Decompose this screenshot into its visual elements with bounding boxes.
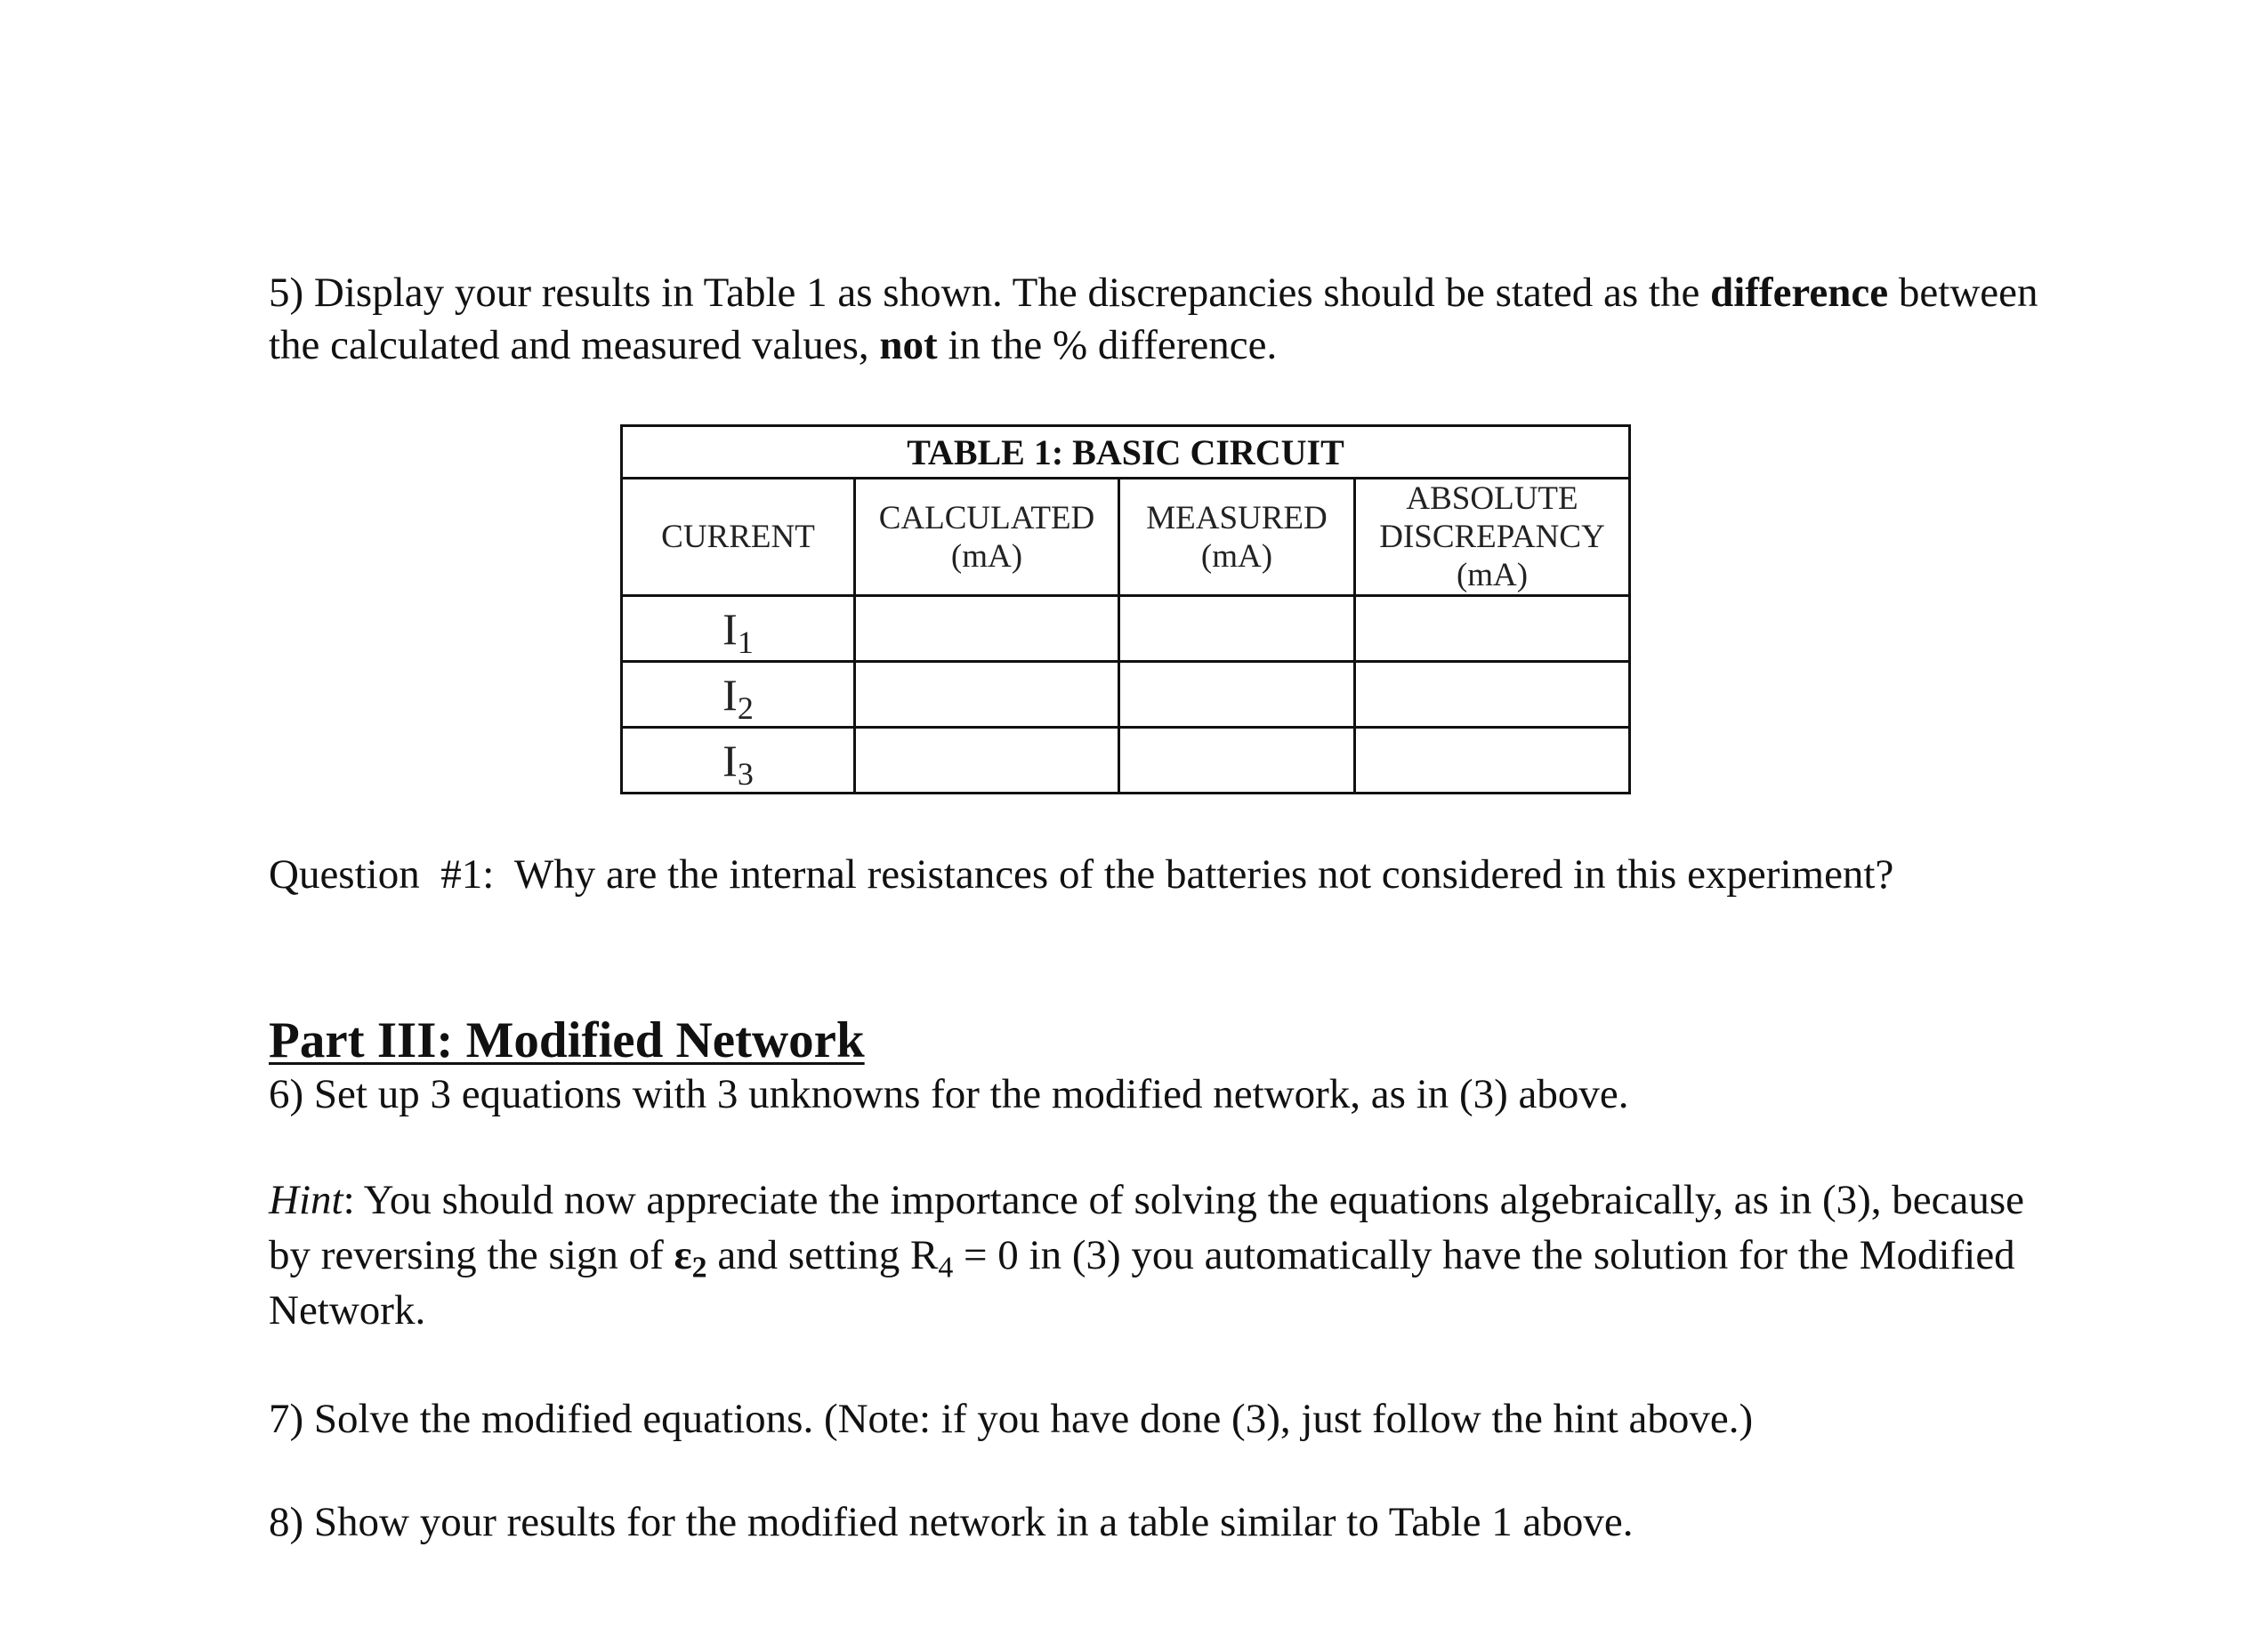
cell-discrepancy-i1 [1355,596,1630,662]
hint-label: Hint [269,1177,343,1223]
step-5-instructions [269,267,2039,372]
header-measured [1119,479,1355,596]
hint-text-c: = 0 in (3) you automatically have the solution for the Modified Network. [269,1232,2015,1334]
header-discrepancy-line-1: ABSOLUTE [1406,480,1578,517]
cell-discrepancy-i3 [1355,728,1630,794]
step-5-text-b: between the calculated and measured values, [269,270,2038,368]
cell-measured-i2 [1119,662,1355,728]
question-1: Question #1: Why are the internal resistances of the batteries not considered in this experiment? [269,851,1894,898]
header-measured-unit: (mA) [1200,537,1273,575]
epsilon-symbol [674,1232,707,1285]
resistor-subscript: 4 [938,1251,954,1285]
part-3-heading: Part III: Modified Network [269,1012,865,1068]
header-calculated-unit: (mA) [950,537,1023,575]
header-measured-label: MEASURED [1146,499,1328,536]
epsilon-subscript: 2 [691,1251,707,1285]
table-row [622,596,1630,662]
row-label-letter: I [722,603,738,654]
cell-discrepancy-i2 [1355,662,1630,728]
row-label-subscript: 2 [737,689,754,726]
cell-measured-i3 [1119,728,1355,794]
cell-calculated-i2 [855,662,1119,728]
table-1-basic-circuit [620,424,1631,794]
header-current-label: CURRENT [661,519,815,555]
step-5-text-a: 5) Display your results in Table 1 as shown. The discrepancies should be stated as the [269,270,1711,316]
header-calculated-label: CALCULATED [878,499,1095,536]
table-row [622,728,1630,794]
hint-text-a: : You should now appreciate the importance of solving the equations algebraically, as in (3), because by reversing the sign of [269,1177,2025,1278]
hint-paragraph [269,1173,2039,1338]
row-label-letter: I [722,669,738,720]
step-5-bold-difference: difference [1710,270,1889,316]
row-label-i1 [622,596,855,662]
row-label-i2 [622,662,855,728]
cell-measured-i1 [1119,596,1355,662]
header-discrepancy [1355,479,1630,596]
table-row [622,662,1630,728]
cell-calculated-i3 [855,728,1119,794]
epsilon-letter: ε [674,1232,692,1278]
step-8-instructions: 8) Show your results for the modified network in a table similar to Table 1 above. [269,1499,1634,1545]
header-calculated [855,479,1119,596]
row-label-letter: I [722,735,738,786]
header-current [622,479,855,596]
header-discrepancy-line-2: DISCREPANCY [1379,519,1605,555]
table-title: TABLE 1: BASIC CIRCUIT [622,426,1630,479]
step-5-text-c: in the % difference. [937,322,1278,368]
row-label-subscript: 3 [737,755,754,792]
step-7-instructions: 7) Solve the modified equations. (Note: if you have done (3), just follow the hint above.) [269,1396,1754,1442]
header-discrepancy-unit: (mA) [1456,557,1529,593]
row-label-i3 [622,728,855,794]
cell-calculated-i1 [855,596,1119,662]
hint-text-b: and setting R [706,1232,939,1278]
step-6-instructions: 6) Set up 3 equations with 3 unknowns for the modified network, as in (3) above. [269,1071,1629,1117]
step-5-bold-not: not [879,322,938,368]
row-label-subscript: 1 [737,624,754,660]
